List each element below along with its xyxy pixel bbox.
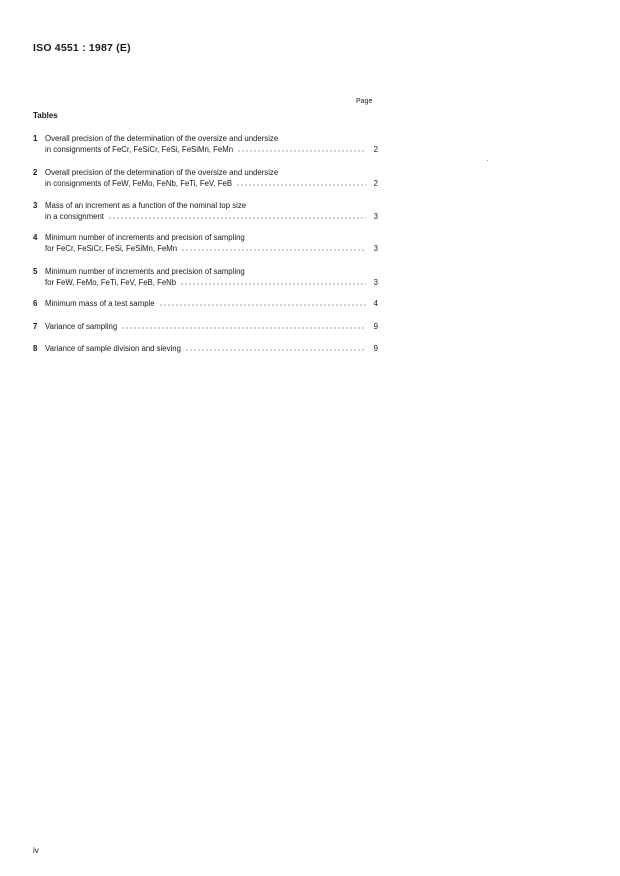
entry-text: Mass of an increment as a function of the nominal top size: [45, 201, 247, 210]
entry-page: 9: [373, 344, 378, 353]
entry-text: in consignments of FeCr, FeSiCr, FeSi, FeSiMn, FeMn: [45, 145, 234, 154]
entry-text: in consignments of FeW, FeMo, FeNb, FeTi, FeV, FeB: [45, 179, 233, 188]
entry-number: 5: [33, 267, 38, 276]
entry-text: Variance of sample division and sieving: [45, 344, 181, 353]
entry-page: 9: [373, 322, 378, 331]
entry-text: for FeCr, FeSiCr, FeSi, FeSiMn, FeMn: [45, 244, 178, 253]
entry-page: 4: [373, 299, 378, 308]
page-column-label: Page: [356, 98, 373, 105]
entry-page: 3: [373, 212, 378, 221]
dot-leader: [185, 349, 366, 351]
entry-number: 2: [33, 168, 38, 177]
dot-leader: [121, 327, 366, 329]
entry-text: in a consignment: [45, 212, 104, 221]
entry-text: Variance of sampling: [45, 322, 118, 331]
dot-leader: [237, 150, 366, 152]
entry-number: 4: [33, 233, 38, 242]
entry-page: 2: [373, 179, 378, 188]
entry-text: Minimum mass of a test sample: [45, 299, 155, 308]
entry-number: 3: [33, 201, 38, 210]
document-header: ISO 4551 : 1987 (E): [33, 42, 131, 54]
entry-page: 2: [373, 145, 378, 154]
entry-text: Minimum number of increments and precision of sampling: [45, 233, 245, 242]
dot-leader: [108, 217, 366, 219]
dot-leader: [180, 283, 366, 285]
scan-speck: [487, 160, 488, 161]
entry-number: 1: [33, 134, 38, 143]
entry-number: 6: [33, 299, 38, 308]
entry-text: Minimum number of increments and precision of sampling: [45, 267, 245, 276]
section-title: Tables: [33, 111, 58, 120]
dot-leader: [236, 184, 366, 186]
dot-leader: [159, 304, 366, 306]
entry-number: 8: [33, 344, 38, 353]
entry-text: Overall precision of the determination of the oversize and undersize: [45, 168, 279, 177]
entry-number: 7: [33, 322, 38, 331]
page-number: iv: [33, 846, 39, 855]
entry-text: Overall precision of the determination of the oversize and undersize: [45, 134, 279, 143]
entry-page: 3: [373, 244, 378, 253]
dot-leader: [181, 249, 366, 251]
entry-page: 3: [373, 278, 378, 287]
entry-text: for FeW, FeMo, FeTi, FeV, FeB, FeNb: [45, 278, 177, 287]
